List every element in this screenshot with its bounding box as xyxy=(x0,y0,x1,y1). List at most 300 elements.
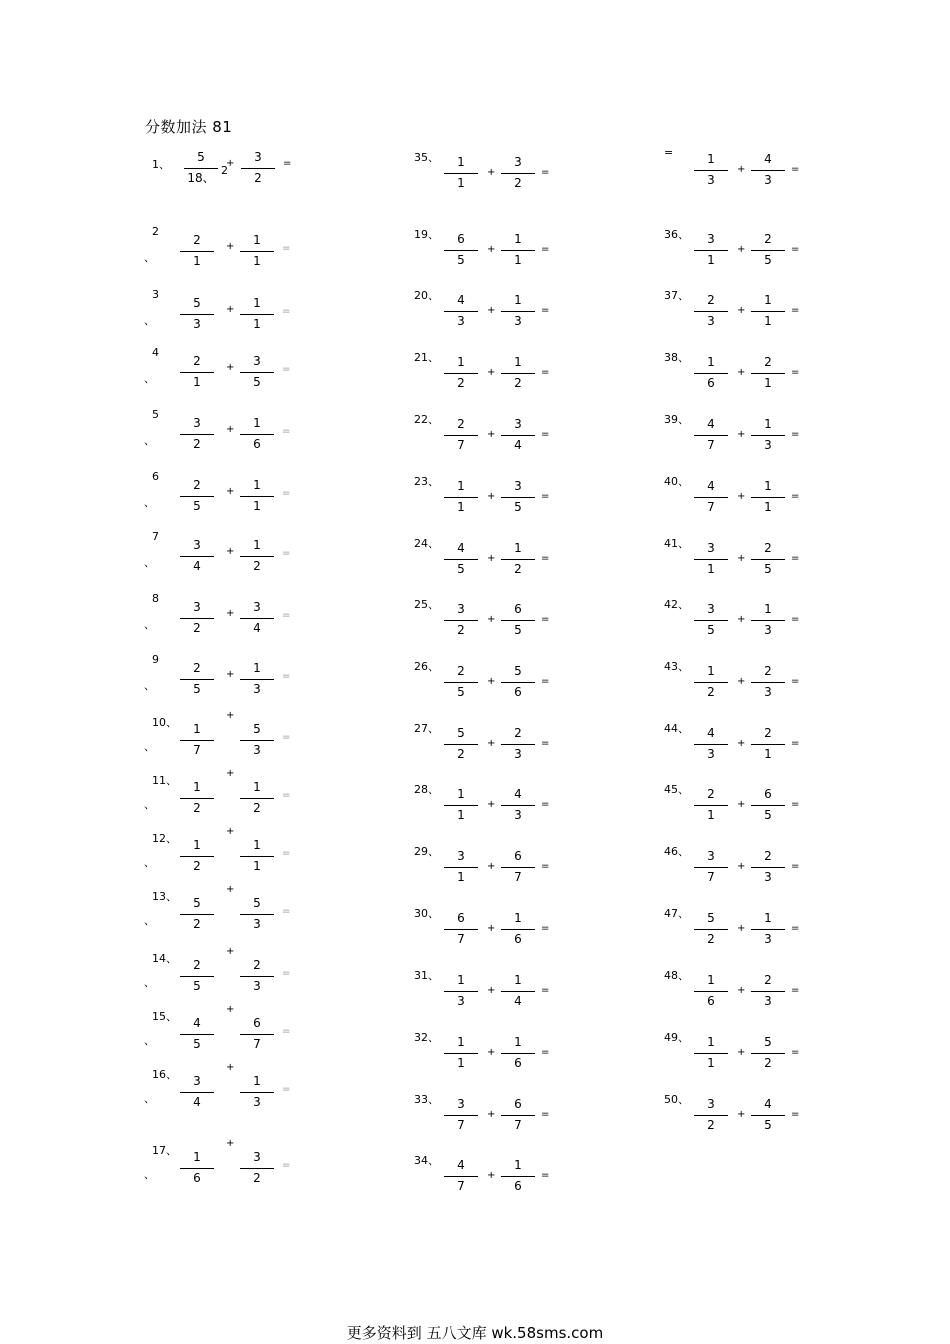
denominator: 2 xyxy=(254,171,262,185)
fraction-bar xyxy=(694,250,728,251)
fraction-bar xyxy=(751,805,785,806)
numerator: 1 xyxy=(253,416,261,430)
plus-sign: + xyxy=(226,608,235,619)
fraction-bar xyxy=(694,373,728,374)
denominator: 1 xyxy=(764,376,772,390)
fraction-left xyxy=(444,726,478,766)
fraction-left xyxy=(180,538,214,578)
numerator: 1 xyxy=(193,722,201,736)
fraction-right xyxy=(501,293,535,333)
numerator: 1 xyxy=(193,1150,201,1164)
equals-sign: = xyxy=(791,367,800,378)
numerator: 1 xyxy=(707,973,715,987)
fraction-bar xyxy=(751,744,785,745)
fraction-right xyxy=(751,602,785,642)
denominator: 7 xyxy=(707,500,715,514)
fraction-bar xyxy=(180,976,214,977)
fraction-right xyxy=(240,1150,274,1190)
denominator: 3 xyxy=(514,808,522,822)
fraction-bar xyxy=(751,170,785,171)
fraction-left xyxy=(180,661,214,701)
problem-number: 48、 xyxy=(664,969,689,982)
numerator: 1 xyxy=(514,1035,522,1049)
denominator: 2 xyxy=(253,1171,261,1185)
denominator: 1 xyxy=(457,870,465,884)
denominator: 2 xyxy=(514,562,522,576)
equals-sign: = xyxy=(282,364,291,375)
fraction-left xyxy=(444,602,478,642)
fraction-bar xyxy=(240,1168,274,1169)
plus-sign: + xyxy=(487,167,496,178)
plus-sign: + xyxy=(487,861,496,872)
numerator: 2 xyxy=(707,787,715,801)
fraction-bar xyxy=(240,556,274,557)
fraction-right xyxy=(240,722,274,762)
fraction-left xyxy=(444,541,478,581)
fraction-left xyxy=(180,896,214,936)
denominator: 1 xyxy=(253,254,261,268)
list-mark: 、 xyxy=(144,1168,155,1181)
denominator: 3 xyxy=(764,685,772,699)
fraction-bar xyxy=(444,867,478,868)
equals-sign: = xyxy=(541,861,550,872)
fraction-right xyxy=(501,726,535,766)
fraction-bar xyxy=(180,496,214,497)
denominator: 5 xyxy=(457,253,465,267)
fraction-left xyxy=(694,911,728,951)
fraction-left xyxy=(694,849,728,889)
numerator: 1 xyxy=(457,155,465,169)
denominator: 2 xyxy=(707,685,715,699)
equals-sign: = xyxy=(541,244,550,255)
denominator: 5 xyxy=(764,562,772,576)
fraction-right xyxy=(751,787,785,827)
fraction-left xyxy=(694,973,728,1013)
numerator: 1 xyxy=(514,541,522,555)
numerator: 3 xyxy=(193,538,201,552)
denominator: 1 xyxy=(457,500,465,514)
problem-number: 28、 xyxy=(414,783,439,796)
fraction-right xyxy=(501,479,535,519)
fraction-bar xyxy=(694,805,728,806)
numerator: 5 xyxy=(764,1035,772,1049)
fraction-bar xyxy=(694,311,728,312)
fraction-right xyxy=(501,849,535,889)
fraction-bar xyxy=(444,435,478,436)
plus-sign: + xyxy=(737,1109,746,1120)
fraction-bar xyxy=(501,373,535,374)
equals-sign: = xyxy=(541,614,550,625)
numerator: 5 xyxy=(193,296,201,310)
plus-sign: + xyxy=(737,244,746,255)
numerator: 2 xyxy=(764,541,772,555)
denominator: 3 xyxy=(514,747,522,761)
denominator: 3 xyxy=(764,173,772,187)
problem-number: 17、 xyxy=(152,1144,177,1157)
fraction-bar xyxy=(501,929,535,930)
fraction-bar xyxy=(180,556,214,557)
fraction-left xyxy=(180,1074,214,1114)
fraction-bar xyxy=(240,314,274,315)
fraction-bar xyxy=(694,170,728,171)
plus-sign: + xyxy=(487,553,496,564)
numerator: 1 xyxy=(707,664,715,678)
plus-sign: + xyxy=(737,861,746,872)
denominator: 1 xyxy=(514,253,522,267)
numerator: 2 xyxy=(457,417,465,431)
numerator: 3 xyxy=(514,479,522,493)
fraction-right xyxy=(240,538,274,578)
fraction-bar xyxy=(694,620,728,621)
denominator: 5 xyxy=(764,1118,772,1132)
fraction-left xyxy=(180,233,214,273)
denominator: 5 xyxy=(457,685,465,699)
denominator: 2 xyxy=(457,376,465,390)
numerator: 3 xyxy=(253,1150,261,1164)
fraction-left xyxy=(694,293,728,333)
plus-sign: + xyxy=(226,884,235,895)
fraction-right xyxy=(751,849,785,889)
numerator: 3 xyxy=(707,232,715,246)
fraction-left xyxy=(694,1097,728,1137)
numerator: 1 xyxy=(707,152,715,166)
problem-number: 32、 xyxy=(414,1031,439,1044)
denominator: 2 xyxy=(193,917,201,931)
fraction-bar xyxy=(180,372,214,373)
numerator: 5 xyxy=(197,150,205,164)
plus-sign: + xyxy=(226,362,235,373)
fraction-bar xyxy=(180,314,214,315)
denominator: 4 xyxy=(514,438,522,452)
numerator: 4 xyxy=(457,1158,465,1172)
fraction-right xyxy=(240,233,274,273)
list-mark: 、 xyxy=(144,314,155,327)
numerator: 1 xyxy=(764,602,772,616)
fraction-right xyxy=(240,296,274,336)
denominator: 3 xyxy=(253,743,261,757)
equals-sign: = xyxy=(791,676,800,687)
numerator: 2 xyxy=(193,354,201,368)
equals-sign: = xyxy=(791,738,800,749)
denominator: 6 xyxy=(514,685,522,699)
equals-sign: = xyxy=(541,923,550,934)
fraction-bar xyxy=(444,373,478,374)
plus-sign: + xyxy=(487,985,496,996)
list-mark: 、 xyxy=(144,914,155,927)
fraction-right xyxy=(501,417,535,457)
numerator: 6 xyxy=(457,911,465,925)
numerator: 5 xyxy=(707,911,715,925)
numerator: 1 xyxy=(707,1035,715,1049)
denominator: 1 xyxy=(457,1056,465,1070)
equals-sign: = xyxy=(791,985,800,996)
denominator: 1 xyxy=(707,808,715,822)
numerator: 1 xyxy=(457,355,465,369)
fraction-left xyxy=(180,296,214,336)
equals-sign: = xyxy=(282,306,291,317)
fraction-bar xyxy=(240,914,274,915)
denominator: 3 xyxy=(253,1095,261,1109)
fraction-bar xyxy=(501,744,535,745)
numerator: 1 xyxy=(764,911,772,925)
equals-sign: = xyxy=(791,614,800,625)
denominator: 3 xyxy=(193,317,201,331)
denominator: 4 xyxy=(514,994,522,1008)
fraction-left xyxy=(694,232,728,272)
numerator: 3 xyxy=(253,354,261,368)
problem-number: 6 xyxy=(152,470,159,483)
numerator: 3 xyxy=(457,602,465,616)
fraction-left xyxy=(444,1158,478,1198)
fraction-right xyxy=(501,787,535,827)
fraction-bar xyxy=(751,867,785,868)
fraction-right xyxy=(240,1016,274,1056)
denominator: 3 xyxy=(253,917,261,931)
denominator: 3 xyxy=(457,994,465,1008)
fraction-right xyxy=(501,1158,535,1198)
equals-sign: = xyxy=(791,429,800,440)
fraction-bar xyxy=(240,679,274,680)
plus-sign: + xyxy=(226,424,235,435)
list-mark: 、 xyxy=(144,618,155,631)
equals-sign: = xyxy=(791,491,800,502)
denominator: 7 xyxy=(253,1037,261,1051)
equals-sign: = xyxy=(791,244,800,255)
equals-sign: = xyxy=(541,429,550,440)
fraction-right xyxy=(751,541,785,581)
equals-sign: = xyxy=(541,799,550,810)
fraction-right xyxy=(501,1035,535,1075)
problem-number: 38、 xyxy=(664,351,689,364)
denominator: 7 xyxy=(457,438,465,452)
denominator: 7 xyxy=(707,870,715,884)
fraction-bar xyxy=(501,435,535,436)
problem-number: 8 xyxy=(152,592,159,605)
fraction-left xyxy=(444,664,478,704)
fraction-bar xyxy=(240,434,274,435)
denominator: 2 xyxy=(253,559,261,573)
plus-sign: + xyxy=(487,799,496,810)
problem-number: 3 xyxy=(152,288,159,301)
numerator: 1 xyxy=(253,838,261,852)
denominator: 7 xyxy=(457,932,465,946)
fraction-bar xyxy=(501,620,535,621)
denominator: 2 xyxy=(707,932,715,946)
plus-sign: + xyxy=(487,305,496,316)
fraction-left xyxy=(444,355,478,395)
list-mark: 、 xyxy=(144,976,155,989)
numerator: 5 xyxy=(253,722,261,736)
fraction-bar xyxy=(240,798,274,799)
numerator: 2 xyxy=(457,664,465,678)
fraction-bar xyxy=(501,250,535,251)
problem-number: 34、 xyxy=(414,1154,439,1167)
fraction-bar xyxy=(240,372,274,373)
fraction-right xyxy=(501,155,535,195)
fraction-bar xyxy=(501,805,535,806)
fraction-bar xyxy=(501,682,535,683)
numerator: 5 xyxy=(514,664,522,678)
numerator: 5 xyxy=(193,896,201,910)
fraction-bar xyxy=(694,867,728,868)
denominator: 2 xyxy=(707,1118,715,1132)
numerator: 3 xyxy=(457,1097,465,1111)
fraction-bar xyxy=(751,497,785,498)
plus-sign: + xyxy=(487,429,496,440)
fraction-right xyxy=(751,726,785,766)
fraction-left xyxy=(444,787,478,827)
fraction-bar xyxy=(751,250,785,251)
fraction-bar xyxy=(444,1176,478,1177)
numerator: 2 xyxy=(764,849,772,863)
numerator: 3 xyxy=(514,417,522,431)
plus-sign: + xyxy=(487,923,496,934)
denominator: 2 xyxy=(193,437,201,451)
denominator: 3 xyxy=(253,979,261,993)
fraction-bar xyxy=(240,1092,274,1093)
fraction-left xyxy=(444,479,478,519)
fraction-right xyxy=(751,664,785,704)
fraction-right xyxy=(240,838,274,878)
numerator: 1 xyxy=(457,787,465,801)
fraction-left xyxy=(180,416,214,456)
fraction-bar xyxy=(180,856,214,857)
fraction-bar xyxy=(180,740,214,741)
fraction-left xyxy=(694,787,728,827)
numerator: 2 xyxy=(764,232,772,246)
equals-sign: = xyxy=(282,968,291,979)
denominator: 1 xyxy=(457,808,465,822)
fraction-left xyxy=(444,155,478,195)
numerator: 4 xyxy=(707,417,715,431)
problem-number: 31、 xyxy=(414,969,439,982)
fraction-right xyxy=(751,152,785,192)
denominator: 6 xyxy=(193,1171,201,1185)
equals-sign: = xyxy=(541,1170,550,1181)
plus-sign: + xyxy=(487,676,496,687)
denominator: 5 xyxy=(764,808,772,822)
plus-sign: + xyxy=(737,491,746,502)
plus-sign: + xyxy=(737,1047,746,1058)
fraction-right xyxy=(501,664,535,704)
equals-sign: = xyxy=(541,305,550,316)
list-mark: 、 xyxy=(144,434,155,447)
denominator: 2 xyxy=(193,859,201,873)
numerator: 1 xyxy=(193,780,201,794)
fraction-bar xyxy=(444,682,478,683)
numerator: 2 xyxy=(764,664,772,678)
numerator: 6 xyxy=(514,849,522,863)
fraction-bar xyxy=(751,559,785,560)
denominator: 7 xyxy=(457,1179,465,1193)
denominator: 3 xyxy=(457,314,465,328)
numerator: 4 xyxy=(764,1097,772,1111)
denominator: 2 xyxy=(514,176,522,190)
fraction-left xyxy=(444,417,478,457)
problem-number: 45、 xyxy=(664,783,689,796)
numerator: 1 xyxy=(514,232,522,246)
fraction-bar xyxy=(694,1115,728,1116)
plus-sign: + xyxy=(226,710,235,721)
fraction-right xyxy=(501,355,535,395)
problem-number: 2 xyxy=(152,225,159,238)
problem-number: 7 xyxy=(152,530,159,543)
denominator: 5 xyxy=(764,253,772,267)
fraction-right xyxy=(240,780,274,820)
denominator: 4 xyxy=(193,1095,201,1109)
plus-sign: + xyxy=(487,1170,496,1181)
fraction-right xyxy=(501,602,535,642)
fraction-bar xyxy=(444,1053,478,1054)
denominator: 3 xyxy=(253,682,261,696)
fraction-left xyxy=(694,541,728,581)
numerator: 1 xyxy=(764,479,772,493)
fraction-bar xyxy=(501,1115,535,1116)
equals-sign: = xyxy=(541,367,550,378)
problem-number: 15、 xyxy=(152,1010,177,1023)
numerator: 1 xyxy=(764,417,772,431)
numerator: 6 xyxy=(514,1097,522,1111)
equals-sign: = xyxy=(282,426,291,437)
numerator: 1 xyxy=(253,538,261,552)
equals-sign: = xyxy=(282,488,291,499)
problem-number: = xyxy=(664,146,674,159)
plus-sign: + xyxy=(737,985,746,996)
fraction-bar xyxy=(694,497,728,498)
denominator: 1 xyxy=(457,176,465,190)
fraction-left xyxy=(694,355,728,395)
list-mark: 、 xyxy=(144,556,155,569)
fraction-left xyxy=(444,1035,478,1075)
fraction-bar xyxy=(501,867,535,868)
plus-sign: + xyxy=(226,1138,235,1149)
denominator: 7 xyxy=(193,743,201,757)
fraction-bar xyxy=(180,679,214,680)
equals-sign: = xyxy=(282,1084,291,1095)
denominator: 1 xyxy=(253,317,261,331)
numerator: 1 xyxy=(253,296,261,310)
denominator: 5 xyxy=(514,500,522,514)
problem-number: 25、 xyxy=(414,598,439,611)
numerator: 4 xyxy=(193,1016,201,1030)
fraction-bar xyxy=(444,497,478,498)
fraction-bar xyxy=(180,1168,214,1169)
plus-sign: + xyxy=(487,1109,496,1120)
plus-sign: + xyxy=(737,553,746,564)
fraction-bar xyxy=(241,168,275,169)
equals-sign: = xyxy=(282,1160,291,1171)
fraction-left xyxy=(184,150,218,190)
fraction-bar xyxy=(751,1053,785,1054)
numerator: 6 xyxy=(457,232,465,246)
equals-sign: = xyxy=(791,799,800,810)
fraction-left xyxy=(180,478,214,518)
plus-sign: + xyxy=(487,614,496,625)
fraction-left xyxy=(180,1150,214,1190)
numerator: 3 xyxy=(193,416,201,430)
numerator: 2 xyxy=(193,478,201,492)
denominator: 5 xyxy=(514,623,522,637)
problem-number: 49、 xyxy=(664,1031,689,1044)
equals-sign: = xyxy=(541,985,550,996)
problem-number: 30、 xyxy=(414,907,439,920)
fraction-bar xyxy=(751,311,785,312)
fraction-bar xyxy=(444,559,478,560)
numerator: 1 xyxy=(253,478,261,492)
fraction-bar xyxy=(184,168,218,169)
denominator: 3 xyxy=(764,870,772,884)
numerator: 4 xyxy=(707,726,715,740)
